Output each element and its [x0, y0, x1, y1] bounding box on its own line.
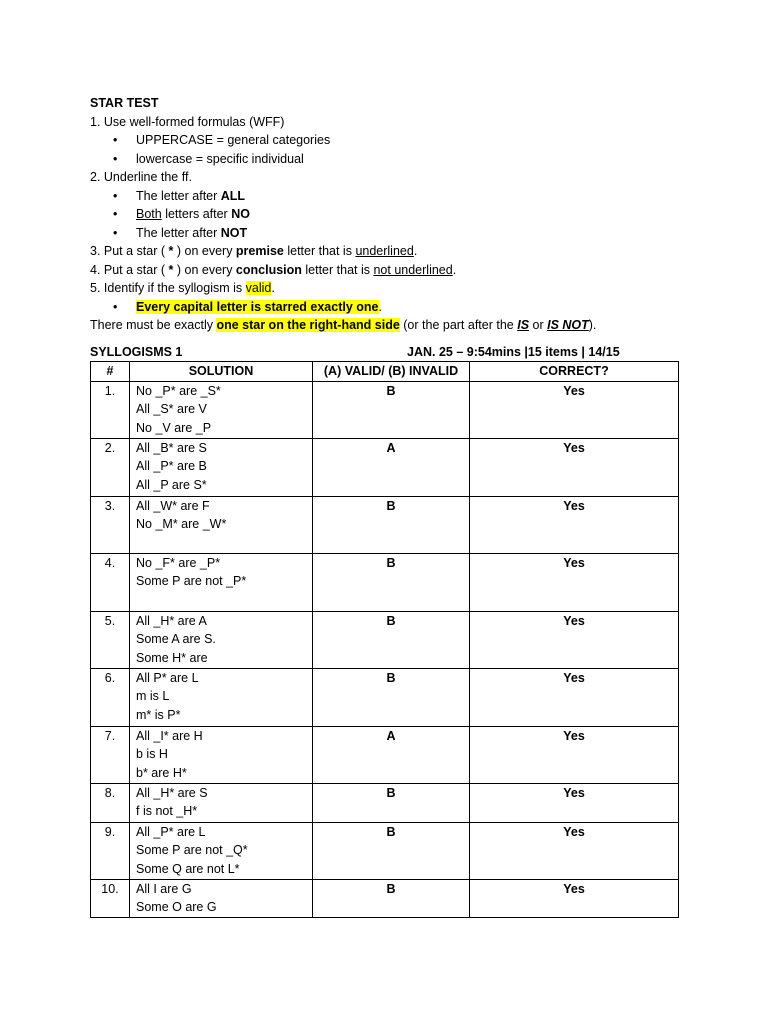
row-correct: Yes	[470, 783, 679, 822]
row-number: 5.	[91, 611, 130, 668]
table-row	[91, 783, 679, 822]
solution-line: No _P* are _S*	[136, 383, 221, 398]
solution-line: All _B* are S	[136, 440, 207, 455]
rule-5-bullet: • Every capital letter is starred exactly one.	[90, 298, 690, 317]
row-number: 1.	[91, 381, 130, 438]
row-correct: Yes	[470, 822, 679, 879]
row-correct: Yes	[470, 879, 679, 917]
solution-line: All _P* are B	[136, 459, 207, 473]
solution-line: All _H* are S	[136, 785, 208, 800]
row-solution	[130, 668, 313, 726]
table-row	[91, 822, 679, 879]
rule-4: 4. Put a star ( * ) on every conclusion letter that is not underlined.	[90, 262, 457, 277]
solution-line: b is H	[136, 747, 168, 761]
rule-1: 1. Use well-formed formulas (WFF)	[90, 114, 285, 129]
row-number: 3.	[91, 496, 130, 553]
solution-line	[136, 591, 312, 610]
rule-1-bullet-2: • lowercase = specific individual	[90, 150, 690, 169]
solution-line: All P* are L	[136, 670, 199, 685]
header-num: #	[91, 362, 130, 382]
table-row	[91, 438, 679, 496]
right-hand-side-note: There must be exactly one star on the right-hand side (or the part after the IS or IS NOT).	[90, 318, 597, 332]
table-row	[91, 611, 679, 668]
row-answer: B	[313, 496, 470, 553]
table-row	[91, 553, 679, 611]
row-correct: Yes	[470, 611, 679, 668]
solution-line: m is L	[136, 689, 170, 703]
rule-5: 5. Identify if the syllogism is valid.	[90, 281, 275, 295]
row-number: 4.	[91, 553, 130, 611]
row-solution	[130, 381, 313, 438]
syllogism-table	[90, 361, 679, 918]
section-header	[90, 343, 677, 361]
solution-line: All _H* are A	[136, 613, 207, 628]
table-row	[91, 879, 679, 917]
row-correct: Yes	[470, 496, 679, 553]
rule-2-bullet-1: • The letter after ALL	[90, 187, 690, 206]
solution-line: b* are H*	[136, 765, 187, 780]
table-row	[91, 381, 679, 438]
row-number: 8.	[91, 783, 130, 822]
row-number: 7.	[91, 726, 130, 783]
solution-line: All _W* are F	[136, 498, 210, 513]
rule-2-bullet-3: • The letter after NOT	[90, 224, 690, 243]
page-title: STAR TEST	[90, 96, 159, 110]
row-answer: B	[313, 668, 470, 726]
row-solution	[130, 553, 313, 611]
row-answer: A	[313, 726, 470, 783]
row-solution	[130, 783, 313, 822]
solution-line	[136, 534, 312, 553]
row-answer: A	[313, 438, 470, 496]
row-number: 9.	[91, 822, 130, 879]
table-header-row	[91, 362, 679, 382]
row-correct: Yes	[470, 381, 679, 438]
section-meta: JAN. 25 – 9:54mins |15 items | 14/15	[407, 345, 620, 359]
solution-line: m* is P*	[136, 707, 181, 722]
header-solution: SOLUTION	[130, 362, 313, 382]
rule-1-bullet-1: • UPPERCASE = general categories	[90, 131, 690, 150]
row-solution	[130, 822, 313, 879]
row-answer: B	[313, 553, 470, 611]
solution-line: Some P are not _Q*	[136, 843, 248, 857]
row-solution	[130, 879, 313, 917]
header-valid: (A) VALID/ (B) INVALID	[313, 362, 470, 382]
solution-line: No _M* are _W*	[136, 517, 227, 531]
row-number: 2.	[91, 438, 130, 496]
row-answer: B	[313, 611, 470, 668]
section-title: SYLLOGISMS 1	[90, 345, 183, 359]
row-solution	[130, 726, 313, 783]
solution-line: Some A are S.	[136, 632, 216, 646]
solution-line: No _V are _P	[136, 420, 212, 435]
solution-line: Some H* are	[136, 650, 208, 665]
header-correct: CORRECT?	[470, 362, 679, 382]
solution-line: Some Q are not L*	[136, 861, 240, 876]
row-correct: Yes	[470, 553, 679, 611]
table-row	[91, 668, 679, 726]
row-correct: Yes	[470, 726, 679, 783]
table-row	[91, 496, 679, 553]
row-answer: B	[313, 783, 470, 822]
row-number: 10.	[91, 879, 130, 917]
solution-line: All _S* are V	[136, 402, 207, 416]
rule-3: 3. Put a star ( * ) on every premise letter that is underlined.	[90, 244, 418, 258]
solution-line: Some P are not _P*	[136, 574, 247, 588]
row-correct: Yes	[470, 438, 679, 496]
row-number: 6.	[91, 668, 130, 726]
rule-2-bullet-2: • Both letters after NO	[90, 205, 690, 224]
row-correct: Yes	[470, 668, 679, 726]
row-answer: B	[313, 879, 470, 917]
solution-line: f is not _H*	[136, 804, 198, 818]
row-solution	[130, 496, 313, 553]
row-solution	[130, 611, 313, 668]
row-solution	[130, 438, 313, 496]
instructions	[90, 94, 690, 335]
solution-line: All _P* are L	[136, 824, 206, 839]
row-answer: B	[313, 381, 470, 438]
solution-line: Some O are G	[136, 900, 217, 914]
solution-line: No _F* are _P*	[136, 555, 221, 570]
solution-line: All _I* are H	[136, 728, 203, 743]
solution-line: All I are G	[136, 881, 192, 896]
row-answer: B	[313, 822, 470, 879]
table-row	[91, 726, 679, 783]
solution-line: All _P are S*	[136, 477, 207, 492]
rule-2: 2. Underline the ff.	[90, 170, 192, 184]
